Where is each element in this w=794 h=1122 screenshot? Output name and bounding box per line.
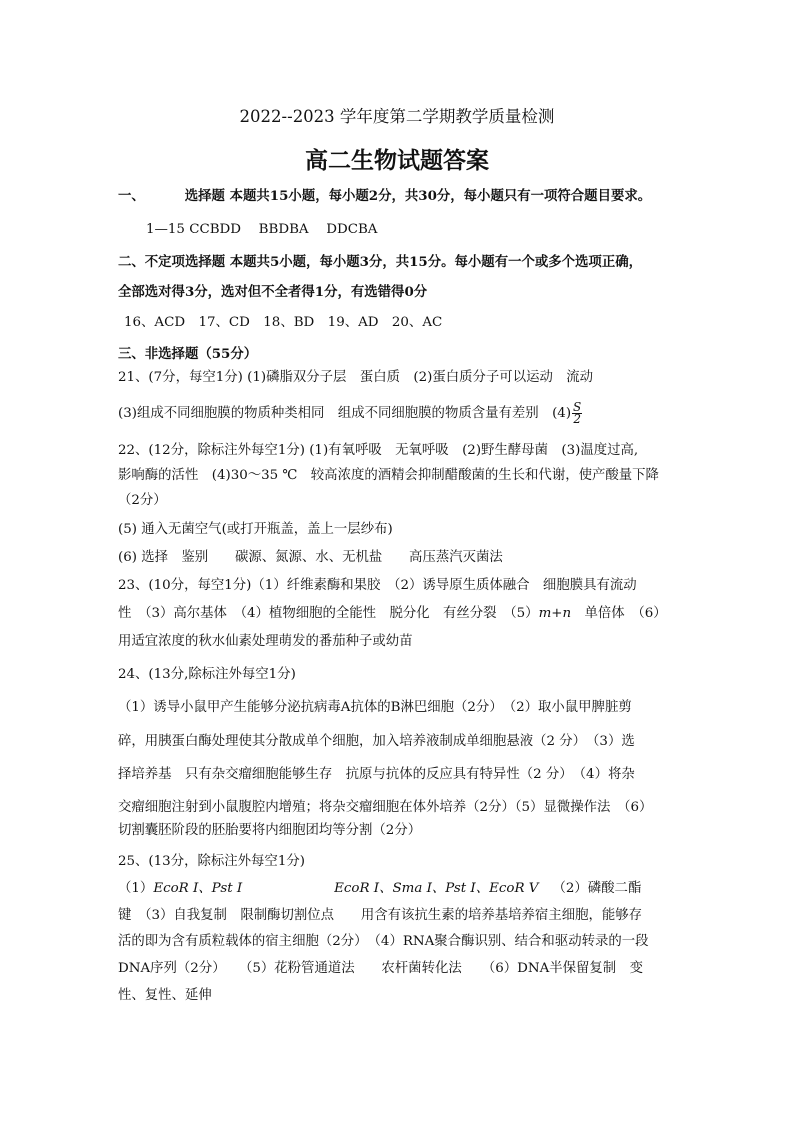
q25-line1-label: （1） <box>118 881 154 896</box>
section1-title: 选择题 本题共15小题，每小题2分，共30分，每小题只有一项符合题目要求。 <box>184 188 652 204</box>
m-plus-n: m+n <box>538 606 572 621</box>
q24-line6: 切割囊胚阶段的胚胎要将内细胞团均等分割（2分） <box>118 823 422 838</box>
section1-heading <box>118 186 651 206</box>
enzymes-group1: EcoR Ⅰ、Pst Ⅰ <box>153 881 243 896</box>
q22-line1: 22、(12分，除标注外每空1分) (1)有氧呼吸 无氧呼吸 (2)野生酵母菌 (3)温度过高, <box>118 443 639 458</box>
section2-heading-line2: 全部选对得3分，选对但不全者得1分，有选错得0分 <box>118 284 428 300</box>
q24-line4: 择培养基 只有杂交瘤细胞能够生存 抗原与抗体的反应具有特异性（2 分） （4）将杂 <box>118 767 635 782</box>
fraction-numerator: S <box>573 400 582 414</box>
q21-line1: 21、(7分，每空1分) (1)磷脂双分子层 蛋白质 (2)蛋白质分子可以运动 流动 <box>118 370 594 385</box>
q22-line5: (6) 选择 鉴别 碳源、氮源、水、无机盐 高压蒸汽灭菌法 <box>118 550 503 565</box>
q23-line3: 用适宜浓度的秋水仙素处理萌发的番茄种子或幼苗 <box>118 634 413 649</box>
q23-line2-tail: 单倍体 （6） <box>571 606 667 621</box>
q24-line1: 24、(13分,除标注外每空1分) <box>118 667 296 682</box>
answer-key-title: 高二生物试题答案 <box>305 147 489 174</box>
q23-line2-text: 性 （3）高尔基体 （4）植物细胞的全能性 脱分化 有丝分裂 （5） <box>118 606 539 621</box>
q25-line4: DNA序列（2分） （5）花粉管通道法 农杆菌转化法 （6）DNA半保留复制 变 <box>118 961 643 976</box>
section1-answers: 1—15 CCBDD BBDBA DDCBA <box>146 222 378 237</box>
q25-line1 <box>118 879 641 899</box>
fraction-denominator: 2 <box>573 412 581 426</box>
q25-line5: 性、复性、延伸 <box>118 988 212 1003</box>
q21-line2 <box>118 402 582 425</box>
q25-line0: 25、(13分，除标注外每空1分) <box>118 854 305 869</box>
q24-line3: 碎，用胰蛋白酶处理使其分散成单个细胞，加入培养液制成单细胞悬液（2 分） （3）选 <box>118 734 635 749</box>
q25-line1-tail: （2）磷酸二酯 <box>552 881 642 896</box>
s-over-2-fraction <box>572 402 582 425</box>
q25-line2: 键 （3）自我复制 限制酶切割位点 用含有该抗生素的培养基培养宿主细胞，能够存 <box>118 908 643 923</box>
section3-heading: 三、非选择题（55分） <box>118 346 258 362</box>
q22-line2: 影响酶的活性 (4)30～35 ℃ 较高浓度的酒精会抑制醋酸菌的生长和代谢，使产酸量下降 <box>118 468 659 483</box>
section2-answers: 16、ACD 17、CD 18、BD 19、AD 20、AC <box>124 315 443 330</box>
q21-line2-text: (3)组成不同细胞膜的物质种类相同 组成不同细胞膜的物质含量有差别 (4) <box>118 406 572 421</box>
q24-line5: 交瘤细胞注射到小鼠腹腔内增殖；将杂交瘤细胞在体外培养（2分）（5）显微操作法 （6） <box>118 800 653 815</box>
q23-line1: 23、(10分，每空1分)（1）纤维素酶和果胶 （2）诱导原生质体融合 细胞膜具有流动 <box>118 578 637 593</box>
q24-line2: （1）诱导小鼠甲产生能够分泌抗病毒A抗体的B淋巴细胞（2分） （2）取小鼠甲脾脏剪 <box>118 700 632 715</box>
section1-number: 一、 <box>118 188 145 204</box>
q22-line3: （2分） <box>118 493 167 508</box>
q25-line3: 活的即为含有质粒载体的宿主细胞（2分） （4）RNA聚合酶识别、结合和驱动转录的一段 <box>118 934 649 949</box>
enzymes-group2: EcoR Ⅰ、Sma Ⅰ、Pst Ⅰ、EcoR Ⅴ <box>334 881 539 896</box>
exam-term-title: 2022--2023 学年度第二学期教学质量检测 <box>239 107 555 126</box>
q22-line4: (5) 通入无菌空气(或打开瓶盖，盖上一层纱布) <box>118 522 393 537</box>
section2-heading-line1: 二、不定项选择题 本题共5小题，每小题3分，共15分。每小题有一个或多个选项正确， <box>118 254 642 270</box>
q23-line2 <box>118 604 667 624</box>
